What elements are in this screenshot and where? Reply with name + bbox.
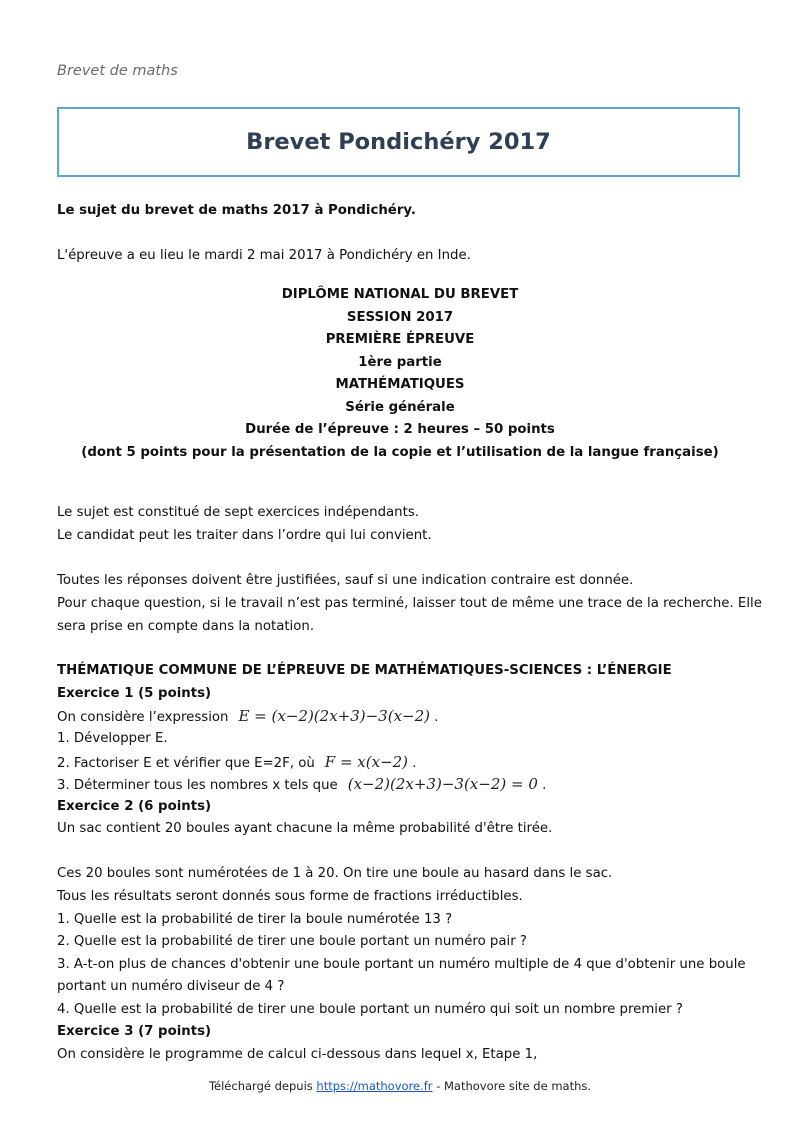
- exercise1-title: Exercice 1 (5 points): [57, 686, 212, 701]
- formula-e: E = (x−2)(2x+3)−3(x−2): [238, 707, 431, 725]
- exercise1-q2-text: 2. Factoriser E et vérifier que E=2F, où: [57, 756, 315, 771]
- exercise2-q1: 1. Quelle est la probabilité de tirer la boule numérotée 13 ?: [57, 912, 453, 927]
- exam-header-line: 1ère partie: [358, 354, 442, 370]
- exercise2-q4: 4. Quelle est la probabilité de tirer une boule portant un numéro qui soit un nombre premier ?: [57, 1002, 683, 1017]
- exercise1-q3-text: 3. Déterminer tous les nombres x tels que: [57, 778, 338, 793]
- footer-suffix: - Mathovore site de maths.: [432, 1079, 592, 1093]
- formula-equation: (x−2)(2x+3)−3(x−2) = 0: [347, 775, 538, 793]
- exercise1-text: On considère l’expression: [57, 710, 229, 725]
- formula-f: F = x(x−2): [324, 753, 409, 771]
- exercise2-q2: 2. Quelle est la probabilité de tirer une boule portant un numéro pair ?: [57, 934, 527, 949]
- exercise2-q3-cont: portant un numéro diviseur de 4 ?: [57, 979, 285, 994]
- theme-heading: THÉMATIQUE COMMUNE DE L’ÉPREUVE DE MATHÉMATIQUES-SCIENCES : L’ÉNERGIE: [57, 663, 672, 678]
- instruction-line: sera prise en compte dans la notation.: [57, 619, 315, 634]
- exercise1-q1: 1. Développer E.: [57, 731, 168, 746]
- exercise2-line: Un sac contient 20 boules ayant chacune la même probabilité d'être tirée.: [57, 821, 553, 836]
- exam-header-line: Durée de l’épreuve : 2 heures – 50 points: [245, 422, 555, 437]
- title-box: [57, 107, 740, 177]
- exercise3-line: On considère le programme de calcul ci-dessous dans lequel x, Etape 1,: [57, 1047, 538, 1062]
- instruction-line: Le candidat peut les traiter dans l’ordre qui lui convient.: [57, 528, 432, 543]
- instruction-line: Le sujet est constitué de sept exercices indépendants.: [57, 505, 419, 520]
- intro-bold-line: Le sujet du brevet de maths 2017 à Pondichéry.: [57, 203, 416, 218]
- exercise3-title: Exercice 3 (7 points): [57, 1024, 212, 1039]
- exam-header-line: DIPLÔME NATIONAL DU BREVET: [281, 287, 519, 302]
- exam-header-line: Série générale: [345, 399, 455, 415]
- exercise2-title: Exercice 2 (6 points): [57, 799, 212, 814]
- exam-header-line: MATHÉMATIQUES: [335, 377, 465, 392]
- footer-link[interactable]: https://mathovore.fr: [316, 1079, 433, 1093]
- exam-header: [57, 284, 743, 464]
- instruction-line: Pour chaque question, si le travail n’est pas terminé, laisser tout de même une trace de la recherche. Elle: [57, 596, 762, 611]
- intro-date-line: L'épreuve a eu lieu le mardi 2 mai 2017 à Pondichéry en Inde.: [57, 248, 471, 263]
- exercise2-line: Ces 20 boules sont numérotées de 1 à 20. On tire une boule au hasard dans le sac.: [57, 866, 613, 881]
- running-header: Brevet de maths: [57, 63, 178, 79]
- exam-header-line: SESSION 2017: [346, 309, 454, 325]
- period: .: [434, 710, 439, 725]
- instruction-line: Toutes les réponses doivent être justifiées, sauf si une indication contraire est donnée.: [57, 573, 634, 588]
- exam-header-line: PREMIÈRE ÉPREUVE: [325, 332, 475, 347]
- page-footer: [0, 1079, 800, 1093]
- exercise1-line1: [57, 706, 438, 728]
- exercise1-q3: [57, 774, 546, 796]
- exercise2-line: Tous les résultats seront donnés sous forme de fractions irréductibles.: [57, 889, 523, 904]
- period: .: [542, 778, 547, 793]
- footer-prefix: Téléchargé depuis: [208, 1079, 317, 1093]
- page-title: Brevet Pondichéry 2017: [246, 129, 551, 155]
- exam-header-line: (dont 5 points pour la présentation de la copie et l’utilisation de la langue française): [81, 444, 719, 460]
- period: .: [412, 756, 417, 771]
- exercise1-q2: [57, 752, 416, 774]
- exercise2-q3: 3. A-t-on plus de chances d'obtenir une boule portant un numéro multiple de 4 que d'obtenir une boule: [57, 957, 746, 972]
